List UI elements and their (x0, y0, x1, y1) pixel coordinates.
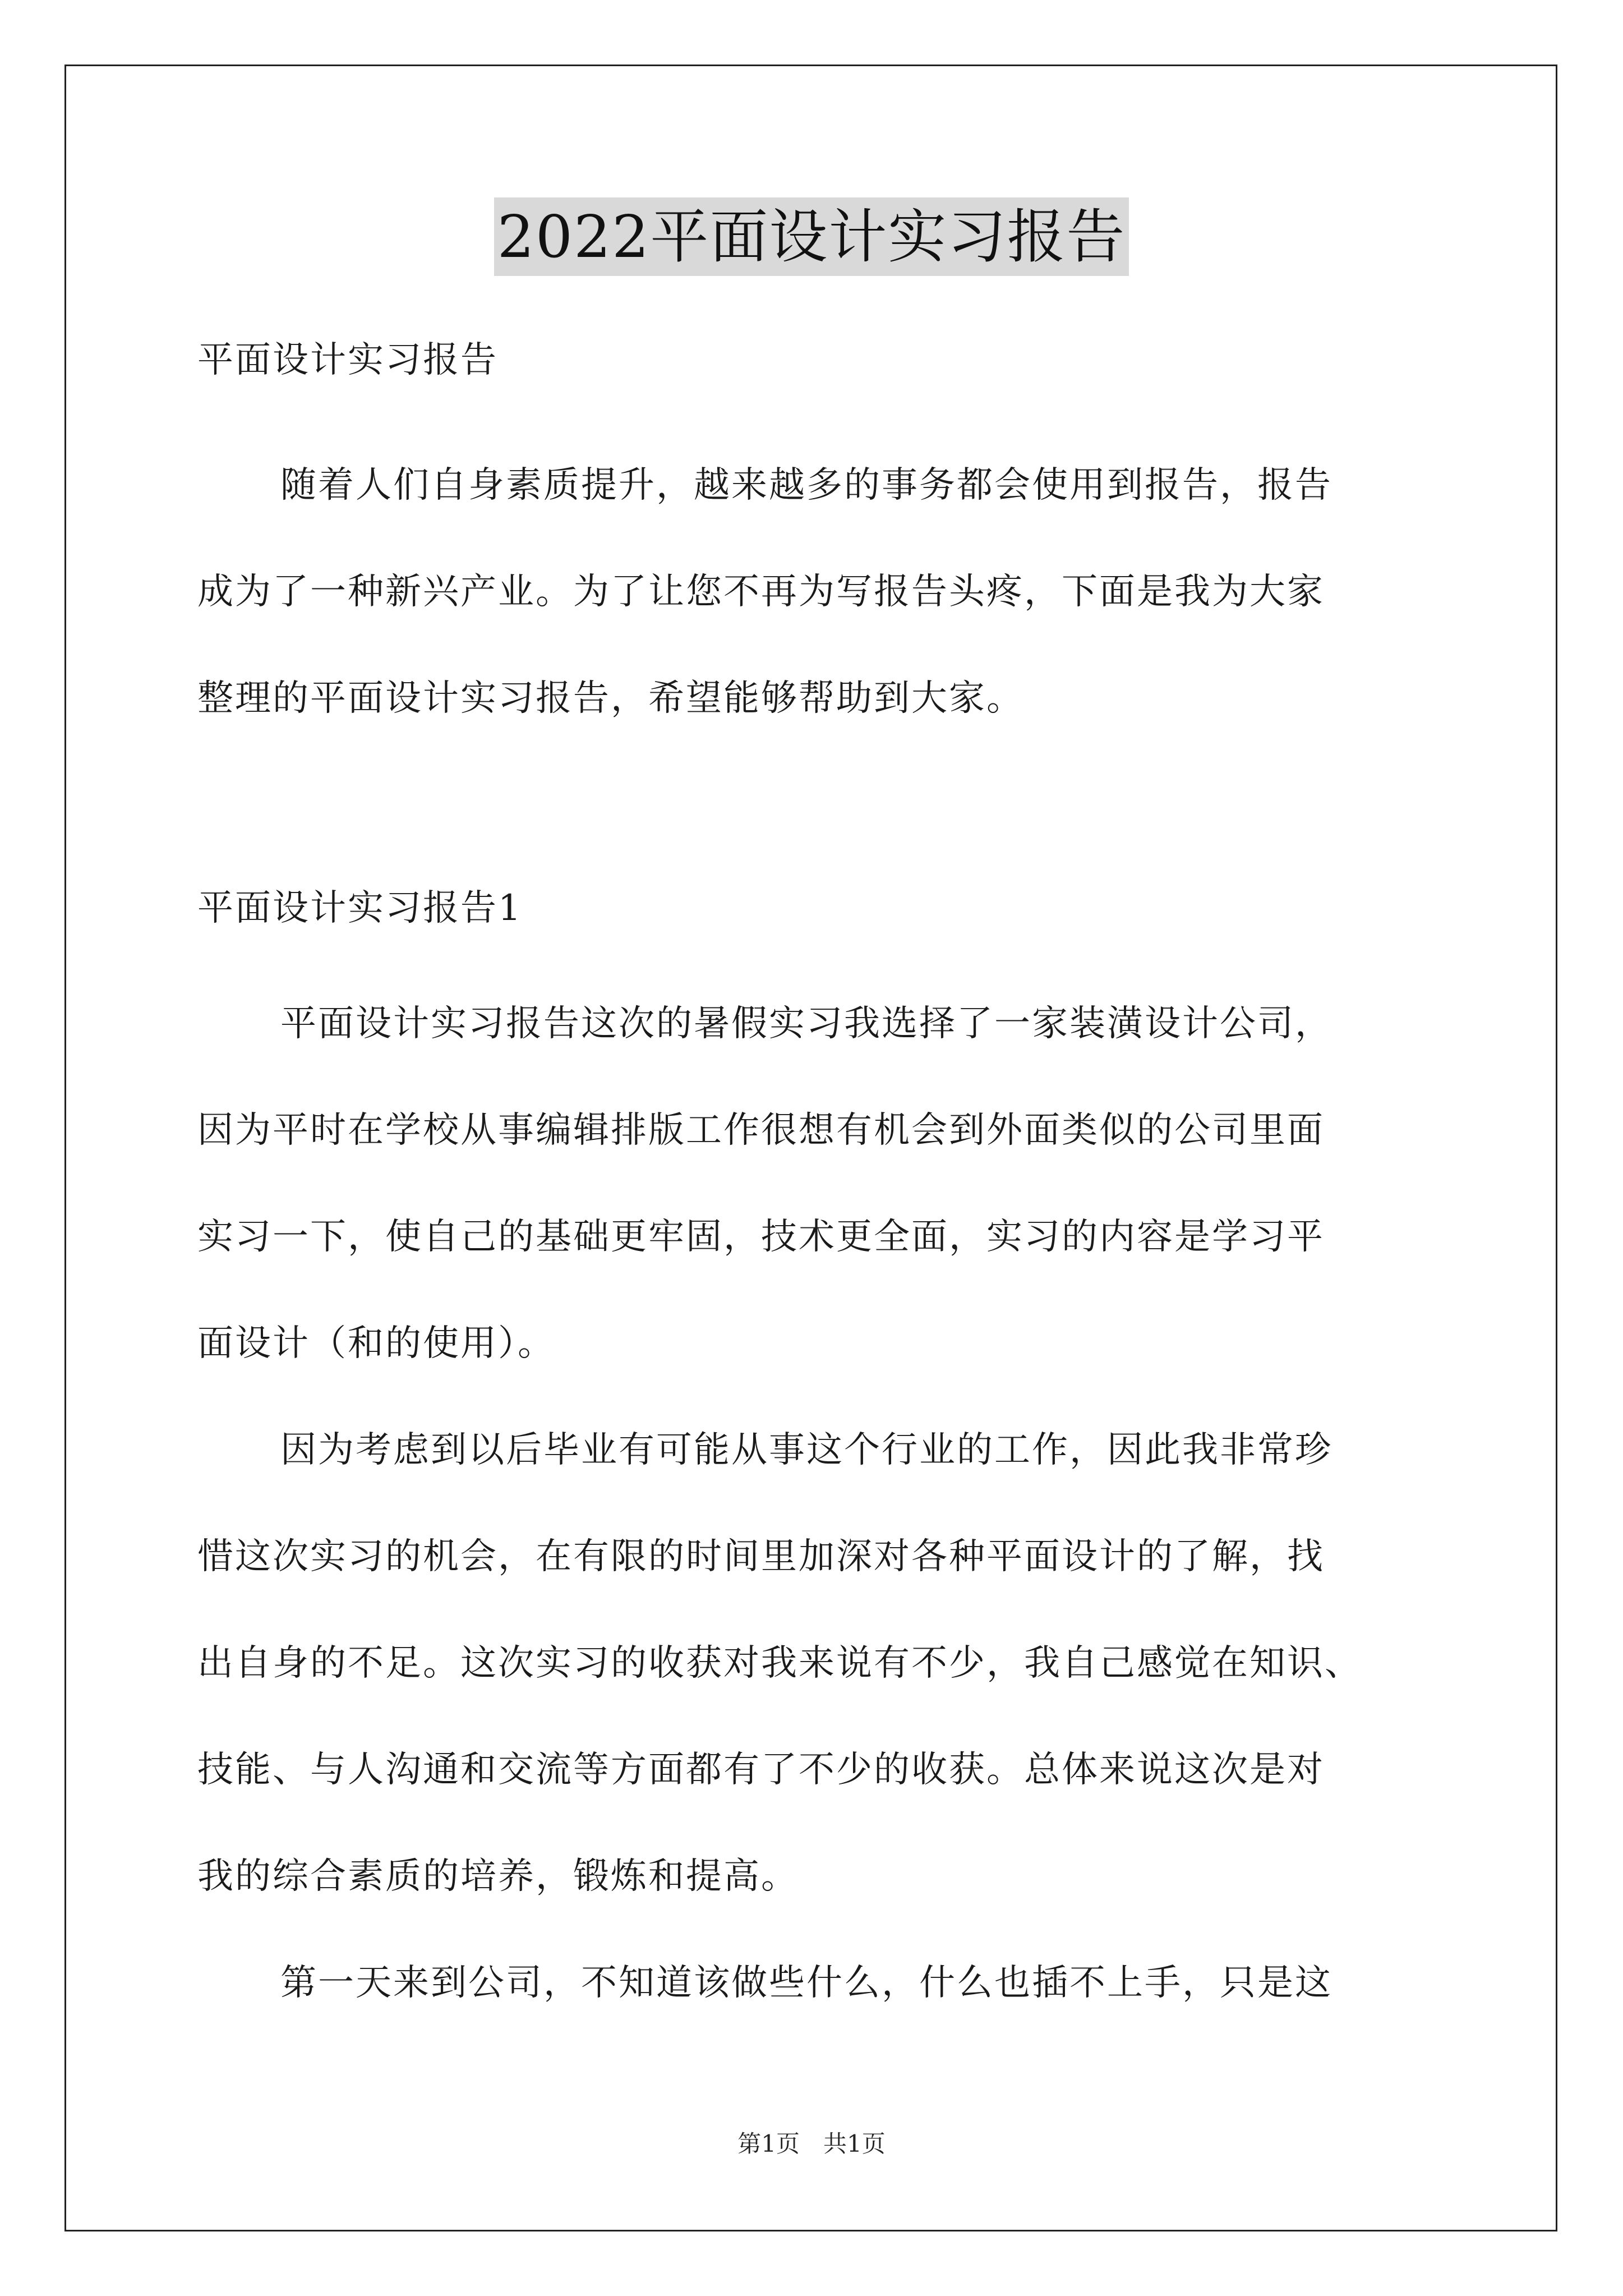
paragraph-line: 惜这次实习的机会，在有限的时间里加深对各种平面设计的了解，找 (197, 1536, 1325, 1577)
paragraph-line: 因为平时在学校从事编辑排版工作很想有机会到外面类似的公司里面 (197, 1110, 1325, 1151)
paragraph-line: 技能、与人沟通和交流等方面都有了不少的收获。总体来说这次是对 (197, 1749, 1325, 1791)
paragraph-line: 因为考虑到以后毕业有可能从事这个行业的工作，因此我非常珍 (280, 1429, 1332, 1471)
paragraph-line: 成为了一种新兴产业。为了让您不再为写报告头疼，下面是我为大家 (197, 571, 1325, 613)
paragraph-line: 我的综合素质的培养，锻炼和提高。 (197, 1856, 799, 1897)
paragraph-line: 实习一下，使自己的基础更牢固，技术更全面，实习的内容是学习平 (197, 1216, 1325, 1258)
paragraph-line: 随着人们自身素质提升，越来越多的事务都会使用到报告，报告 (280, 464, 1332, 506)
title-container (0, 197, 1623, 276)
paragraph-line: 平面设计实习报告这次的暑假实习我选择了一家装潢设计公司， (280, 1003, 1332, 1045)
paragraph-line: 出自身的不足。这次实习的收获对我来说有不少，我自己感觉在知识、 (197, 1642, 1362, 1684)
page-footer: 第1页 共1页 (737, 2130, 886, 2157)
paragraph-line: 整理的平面设计实习报告，希望能够帮助到大家。 (197, 678, 1024, 719)
section-heading: 平面设计实习报告1 (197, 887, 523, 929)
section-heading: 平面设计实习报告 (197, 339, 498, 381)
paragraph-line: 面设计（和的使用）。 (197, 1323, 555, 1364)
document-title: 2022平面设计实习报告 (494, 197, 1129, 276)
paragraph-line: 第一天来到公司，不知道该做些什么，什么也插不上手，只是这 (280, 1962, 1332, 2004)
